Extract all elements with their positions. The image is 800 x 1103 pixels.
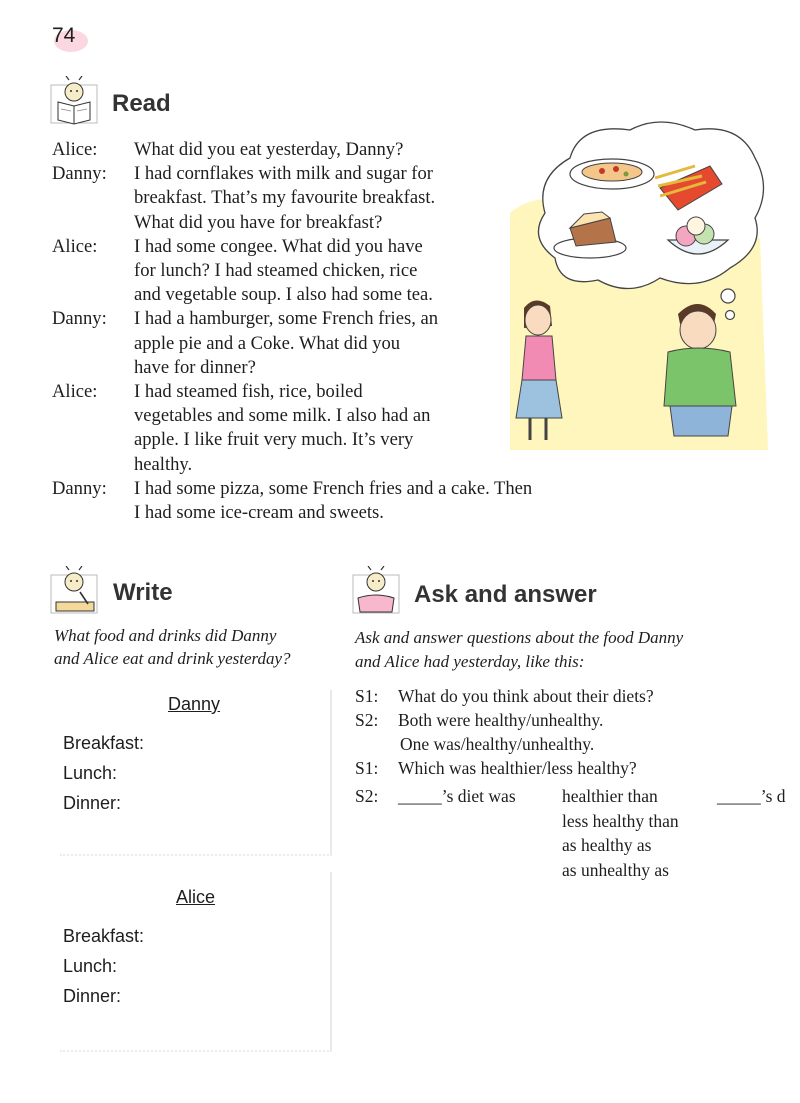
panel-divider <box>330 690 332 855</box>
ask-prompt-line: Ask and answer questions about the food Danny <box>355 628 684 647</box>
s2-label: S2: <box>355 786 379 806</box>
danny-name-heading: Danny <box>168 694 221 714</box>
speech-line: apple pie and a Coke. What did you <box>134 332 401 354</box>
write-prompt-line: What food and drinks did Danny <box>54 626 277 645</box>
comparison-option: as healthy as <box>562 835 652 855</box>
danny-dinner-label: Dinner: <box>63 793 122 813</box>
speech-line: and vegetable soup. I also had some tea. <box>134 284 433 306</box>
write-prompt-line: and Alice eat and drink yesterday? <box>54 649 291 668</box>
ask-and-answer-heading: Ask and answer <box>414 581 597 608</box>
qa-text: _____’s diet was <box>398 786 516 806</box>
speech-text: What did you eat yesterday, Danny? <box>134 139 404 160</box>
alice-dinner-label: Dinner: <box>63 986 122 1006</box>
pizza-icon <box>570 159 654 189</box>
read-heading: Read <box>112 90 171 117</box>
speech-line: have for dinner? <box>134 356 256 378</box>
thought-bubble <box>538 122 763 289</box>
writing-child-icon <box>50 566 100 616</box>
kids-thinking-about-food-illustration <box>510 118 770 450</box>
speaker-name: Danny: <box>52 163 107 185</box>
comparison-option: healthier than <box>562 786 658 806</box>
s1-label: S1: <box>355 686 379 706</box>
reading-child-icon <box>50 76 100 126</box>
speech-line: I had some pizza, some French fries and a cake. Then <box>134 477 533 499</box>
speaker-name: Alice: <box>52 235 98 257</box>
speaker-name: Alice: <box>52 381 98 403</box>
panel-divider <box>60 1050 332 1052</box>
qa-model <box>355 684 800 884</box>
speech-line: What did you have for breakfast? <box>134 211 383 233</box>
page-number: 74 <box>52 24 76 47</box>
speech-line: for lunch? I had steamed chicken, rice <box>134 260 418 282</box>
qa-text: What do you think about their diets? <box>398 686 654 706</box>
qa-text: _____’s d <box>717 786 786 806</box>
write-heading: Write <box>113 579 173 606</box>
speaker-name: Alice: <box>52 139 98 160</box>
speaker-name: Danny: <box>52 477 107 499</box>
danny-breakfast-label: Breakfast: <box>63 733 145 753</box>
alice-lunch-label: Lunch: <box>63 956 118 976</box>
speech-line: I had cornflakes with milk and sugar for <box>134 163 433 185</box>
qa-text: Which was healthier/less healthy? <box>398 758 637 778</box>
danny-lunch-label: Lunch: <box>63 763 118 783</box>
thought-bubble-dot <box>721 289 735 303</box>
s1-label: S1: <box>355 758 379 778</box>
talking-children-icon <box>352 566 402 616</box>
speech-line: breakfast. That’s my favourite breakfast. <box>134 187 436 209</box>
panel-divider <box>330 872 332 1052</box>
dialogue-turn <box>52 477 612 525</box>
speech-line: I had some ice-cream and sweets. <box>134 502 384 524</box>
speech-line: I had some congee. What did you have <box>134 235 423 257</box>
qa-text: Both were healthy/unhealthy. <box>398 710 604 730</box>
comparison-option: as unhealthy as <box>562 859 669 880</box>
panel-divider <box>60 854 332 856</box>
alice-name-heading: Alice <box>176 887 216 907</box>
thought-bubble-dot <box>726 311 735 320</box>
speaker-name: Danny: <box>52 308 107 330</box>
qa-text: One was/healthy/unhealthy. <box>400 734 595 754</box>
comparison-options <box>562 784 679 882</box>
speech-line: apple. I like fruit very much. It’s very <box>134 429 414 451</box>
comparison-option: less healthy than <box>562 810 679 831</box>
speech-line: vegetables and some milk. I also had an <box>134 405 431 427</box>
s2-label: S2: <box>355 710 379 730</box>
speech-line: I had steamed fish, rice, boiled <box>134 381 363 403</box>
alice-breakfast-label: Breakfast: <box>63 926 145 946</box>
speech-line: healthy. <box>134 453 193 475</box>
ask-prompt-line: and Alice had yesterday, like this: <box>355 652 585 671</box>
speech-line: I had a hamburger, some French fries, an <box>134 308 439 330</box>
